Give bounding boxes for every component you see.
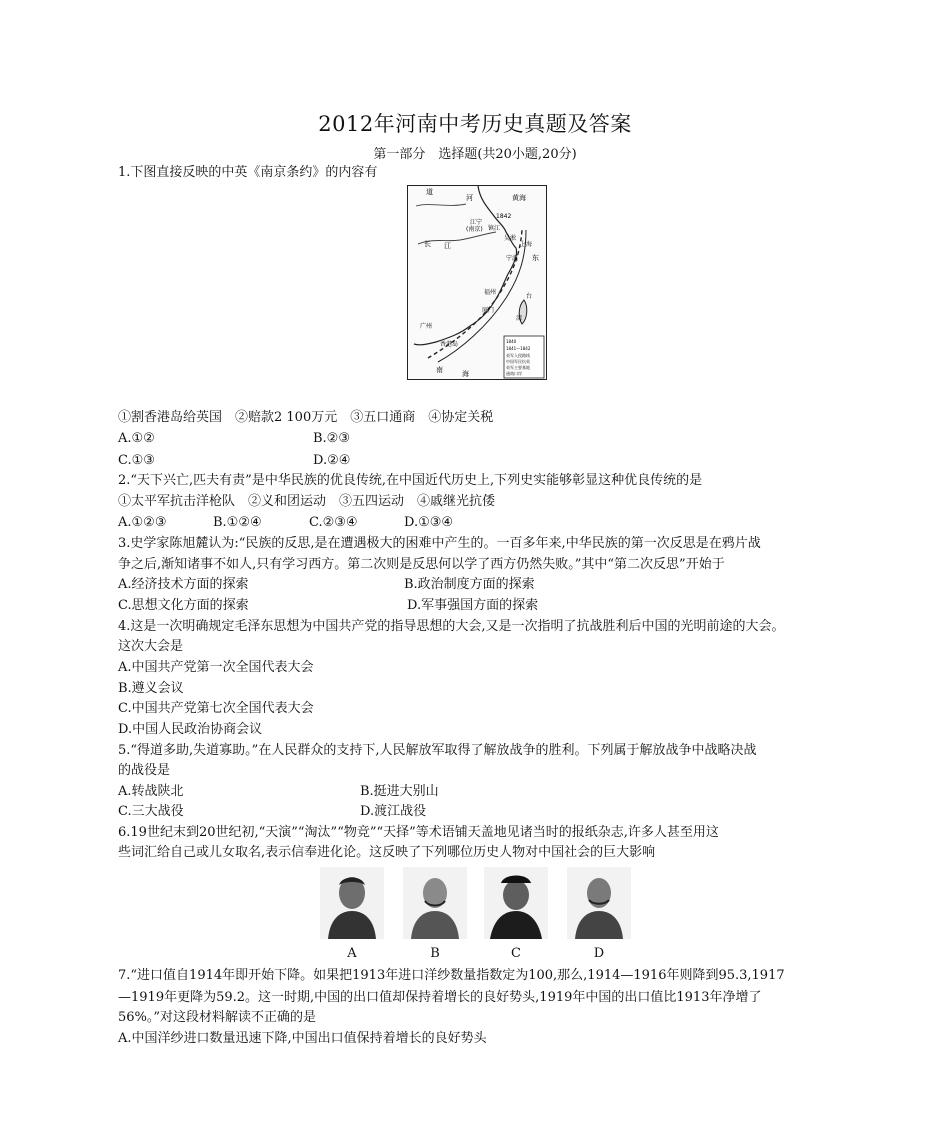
q1-option-d: D.②④ [313,453,351,468]
portrait-b-label: B [430,946,440,961]
yellow-river [416,204,466,206]
opium-war-map [407,185,547,380]
map-label: 1842 [496,213,512,220]
q1-choices: ①割香港岛给英国 ②赔款2 100万元 ③五口通商 ④协定关税 [118,410,494,425]
map-label: 镇江 [488,225,501,232]
q2-choices: ①太平军抗击洋枪队 ②义和团运动 ③五四运动 ④戚继光抗倭 [118,494,496,509]
map-legend-item: 英军主要基地 [506,365,530,370]
map-label: 吴淞 [504,235,517,242]
map-label: 宁波 [506,255,519,262]
q4-option-d: D.中国人民政治协商会议 [118,722,263,737]
map-legend-item: 英军入侵路线 [506,353,530,358]
portrait-d-image [567,867,631,939]
q2-option-d: D.①③④ [404,515,454,530]
map-label: 东 [532,254,539,262]
q3-option-a: A.经济技术方面的探索 [118,577,249,592]
portrait-a-image [320,867,384,939]
q3-option-c: C.思想文化方面的探索 [118,598,249,613]
q7-stem-line2: —1919年更降为59.2。这一时期,中国的出口值却保持着增长的良好势头,1919年中国的出口值比1913年净增了 [118,990,762,1005]
portrait-c-label: C [511,946,521,961]
map-legend-item: 通商口岸 [506,371,522,376]
q3-option-d: D.军事强国方面的探索 [407,598,539,613]
q2-stem: 2.“天下兴亡,匹夫有责”是中华民族的优良传统,在中国近代历史上,下列史实能够彰显这种优良传统的是 [118,473,703,488]
q1-option-a: A.①② [118,431,155,446]
portrait-d-label: D [593,946,605,961]
page-title: 2012年河南中考历史真题及答案 [318,112,632,136]
portrait-a-label: A [347,946,357,961]
q5-option-c: C.三大战役 [118,804,184,819]
coastline [414,186,517,345]
map-label: 南 [436,366,443,374]
q5-option-b: B.挺进大别山 [360,784,439,799]
q7-stem-line3: 56%。”对这段材料解读不正确的是 [118,1010,317,1025]
map-label: 香港岛 [440,341,459,348]
q4-stem-line1: 4.这是一次明确规定毛泽东思想为中国共产党的指导思想的大会,又是一次指明了抗战胜利后中国的光明前途的大会。 [118,619,785,634]
portrait-b-image [403,867,467,939]
q7-stem-line1: 7.“进口值自1914年即开始下降。如果把1913年进口洋纱数量指数定为100,那么,1914—1916年则降到95.3,1917 [118,968,785,983]
map-label: 上海 [520,241,533,248]
map-legend-item: 1840 [506,339,517,344]
map-label: 厦门 [482,307,495,314]
q5-option-d: D.渡江战役 [360,804,427,819]
q4-option-c: C.中国共产党第七次全国代表大会 [118,701,314,716]
map-label: (南京) [466,226,483,233]
map-label: 长 [424,240,431,248]
map-label: 江 [444,242,451,250]
map-label: 河 [466,194,473,202]
q5-stem-line1: 5.“得道多助,失道寡助。”在人民群众的支持下,人民解放军取得了解放战争的胜利。下列属于解放战争中战略决战 [118,743,757,758]
map-label: 广州 [420,323,433,330]
q4-option-a: A.中国共产党第一次全国代表大会 [118,660,314,675]
q3-stem-line2: 争之后,渐知诸事不如人,只有学习西方。第二次则是反思何以学了西方仍然失败。”其中“第二次反思”开始于 [118,557,725,572]
q6-stem-line2: 些词汇给自己或儿女取名,表示信奉进化论。这反映了下列哪位历史人物对中国社会的巨大影响 [118,845,656,860]
q6-stem-line1: 6.19世纪末到20世纪初,“天演”“淘汰”“物竞”“天择”等术语铺天盖地见诸当时的报纸杂志,许多人甚至用这 [118,825,719,840]
map-legend-item: 1841—1842 [506,346,531,351]
q1-stem: 1.下图直接反映的中英《南京条约》的内容有 [118,165,378,180]
q4-stem-line2: 这次大会是 [118,639,184,654]
q5-stem-line2: 的战役是 [118,763,171,778]
q5-option-a: A.转战陕北 [118,784,184,799]
map-label: 道 [426,188,433,196]
map-label: 黄海 [512,194,526,202]
q3-option-b: B.政治制度方面的探索 [404,577,535,592]
q7-option-a: A.中国洋纱进口数量迅速下降,中国出口值保持着增长的良好势头 [118,1031,487,1046]
map-label: 湾 [516,315,523,322]
q2-option-a: A.①②③ [118,515,167,530]
map-legend-item: 中国军民抗英 [506,359,530,364]
section-heading: 第一部分 选择题(共20小题,20分) [373,147,577,162]
portrait-c-image [484,867,548,939]
map-label: 台 [526,293,533,300]
q3-stem-line1: 3.史学家陈旭麓认为:“民族的反思,是在遭遇极大的困难中产生的。一百多年来,中华民族的第一次反思是在鸦片战 [118,536,761,551]
q4-option-b: B.遵义会议 [118,681,184,696]
map-label: 江宁 [470,219,483,226]
map-label: 福州 [484,289,497,296]
map-label: 海 [462,370,469,378]
q2-option-c: C.②③④ [309,515,358,530]
q1-option-b: B.②③ [313,431,350,446]
q1-option-c: C.①③ [118,453,155,468]
q2-option-b: B.①②④ [213,515,262,530]
